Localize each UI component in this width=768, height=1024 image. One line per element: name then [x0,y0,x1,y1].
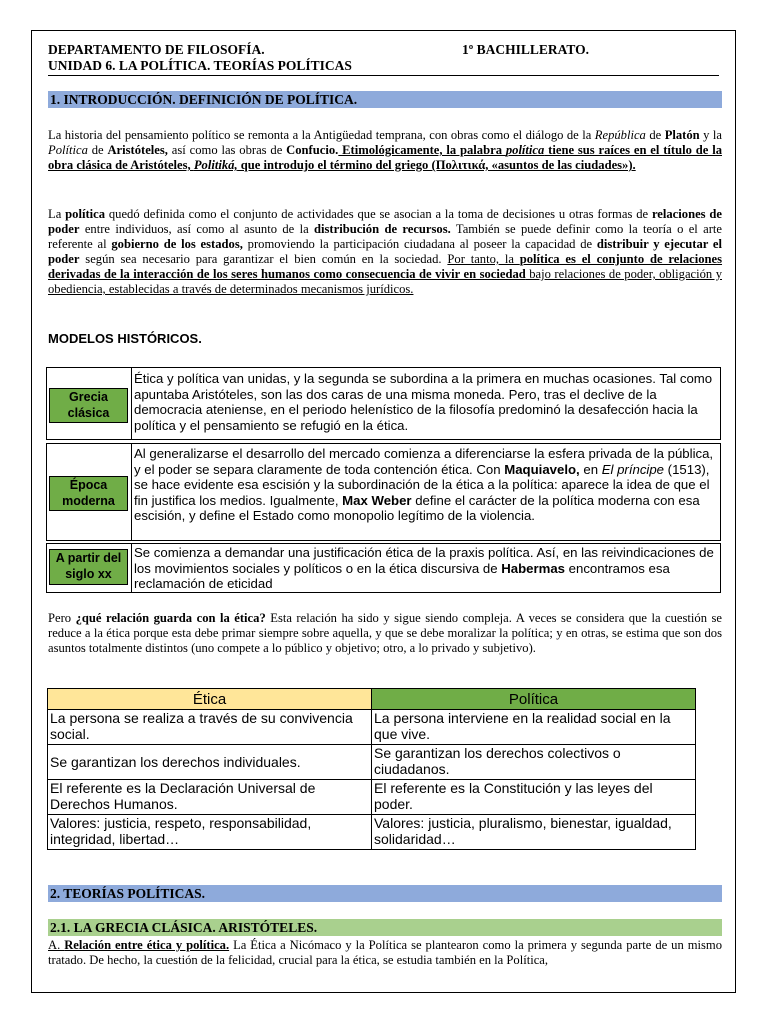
table-cell: El referente es la Constitución y las leyes del poder. [372,780,696,815]
course-title: 1º BACHILLERATO. [462,42,589,57]
ethics-politics-table [47,688,696,850]
model-divider [131,544,132,592]
col-header-etica: Ética [48,689,372,710]
model-divider [131,444,132,540]
table-cell: Valores: justicia, pluralismo, bienestar, igualdad, solidaridad… [372,815,696,850]
col-header-politica: Política [372,689,696,710]
table-row [48,745,696,780]
model-row-moderna [46,443,721,541]
model-label-moderna: Época moderna [49,476,128,511]
section-2-1-heading: 2.1. LA GRECIA CLÁSICA. ARISTÓTELES. [48,919,722,936]
model-label-siglo-xx: A partir del siglo xx [49,549,128,585]
ethics-question-paragraph: Pero ¿qué relación guarda con la ética? Esta relación ha sido y sigue siendo compleja. A veces se considera que la cuestión se reduce a la ética porque esta debe primar siempre sobre aquella, y que se debe moralizar la política; y en otras, se estima que son dos asuntos totalmente distintos (uno compete a lo público y objetivo; otro, a lo privado y subjetivo). [48,611,723,655]
model-text-grecia: Ética y política van unidas, y la segunda se subordina a la primera en muchas ocasiones. Tal como apuntaba Aristóteles, son las dos caras de una misma moneda. Pero, tras el declive de la democracia ateniense, en el periodo helenístico de la filosofía predominó la desafección hacia la política y el pensamiento se refugió en la ética. [134,371,713,433]
model-row-grecia [46,367,721,440]
section-2-heading: 2. TEORÍAS POLÍTICAS. [48,885,722,902]
table-cell: La persona se realiza a través de su convivencia social. [48,710,372,745]
table-cell: Se garantizan los derechos individuales. [48,745,372,780]
table-cell: El referente es la Declaración Universal de Derechos Humanos. [48,780,372,815]
model-divider [131,368,132,439]
table-cell: Valores: justicia, respeto, responsabilidad, integridad, libertad… [48,815,372,850]
table-row [48,710,696,745]
model-text-siglo-xx: Se comienza a demandar una justificación ética de la praxis política. Así, en las reivindicaciones de los movimientos sociales y políticos o en la ética discursiva de Habermas encontramos esa reclamación de eticidad [134,545,714,592]
document-page [31,30,736,993]
section-1-heading: 1. INTRODUCCIÓN. DEFINICIÓN DE POLÍTICA. [48,91,722,108]
model-row-siglo-xx [46,543,721,593]
table-cell: Se garantizan los derechos colectivos o ciudadanos. [372,745,696,780]
table-row [48,780,696,815]
table-cell: La persona interviene en la realidad social en la que vive. [372,710,696,745]
table-row [48,815,696,850]
model-label-grecia: Grecia clásica [49,388,128,423]
header-divider [48,75,719,76]
model-text-moderna: Al generalizarse el desarrollo del mercado comienza a diferenciarse la esfera privada de la pública, y el poder se separa claramente de toda contención ética. Con Maquiavelo, en El príncipe (1513), se hace evidente esa escisión y la subordinación de la ética a la política: aparece la idea de que el fin justifica los medios. Igualmente, Max Weber define el carácter de la política moderna con esa escisión, y define el Estado como monopolio legítimo de la violencia. [134,446,714,524]
department-title: DEPARTAMENTO DE FILOSOFÍA. [48,42,265,57]
definition-paragraph: La política quedó definida como el conjunto de actividades que se asocian a la toma de decisiones u otras formas de relaciones de poder entre individuos, así como al asunto de la distribución de recursos. También se puede definir como la teoría o el arte referente al gobierno de los estados, promoviendo la participación ciudadana al poseer la capacidad de distribuir y ejecutar el poder según sea necesario para garantizar el bien común en la sociedad. Por tanto, la política es el conjunto de relaciones derivadas de la interacción de los seres humanos como consecuencia de vivir en sociedad bajo relaciones de poder, obligación y obediencia, establecidas a través de determinados mecanismos jurídicos. [48,207,723,296]
unit-title: UNIDAD 6. LA POLÍTICA. TEORÍAS POLÍTICAS [48,58,352,73]
section-2-paragraph: A. Relación entre ética y política. La Ética a Nicómaco y la Política se plantearon como la primera y segunda parte de un mismo tratado. De hecho, la cuestión de la felicidad, crucial para la ética, se estudia también en la Política, [48,938,722,967]
intro-paragraph: La historia del pensamiento político se remonta a la Antigüedad temprana, con obras como el diálogo de la República de Platón y la Política de Aristóteles, así como las obras de Confucio. Etimológicamente, la palabra política tiene sus raíces en el título de la obra clásica de Aristóteles, Politiká, que introdujo el término del griego (Πολιτικά, «asuntos de las ciudades»). [48,128,722,172]
models-heading: MODELOS HISTÓRICOS. [48,331,202,346]
